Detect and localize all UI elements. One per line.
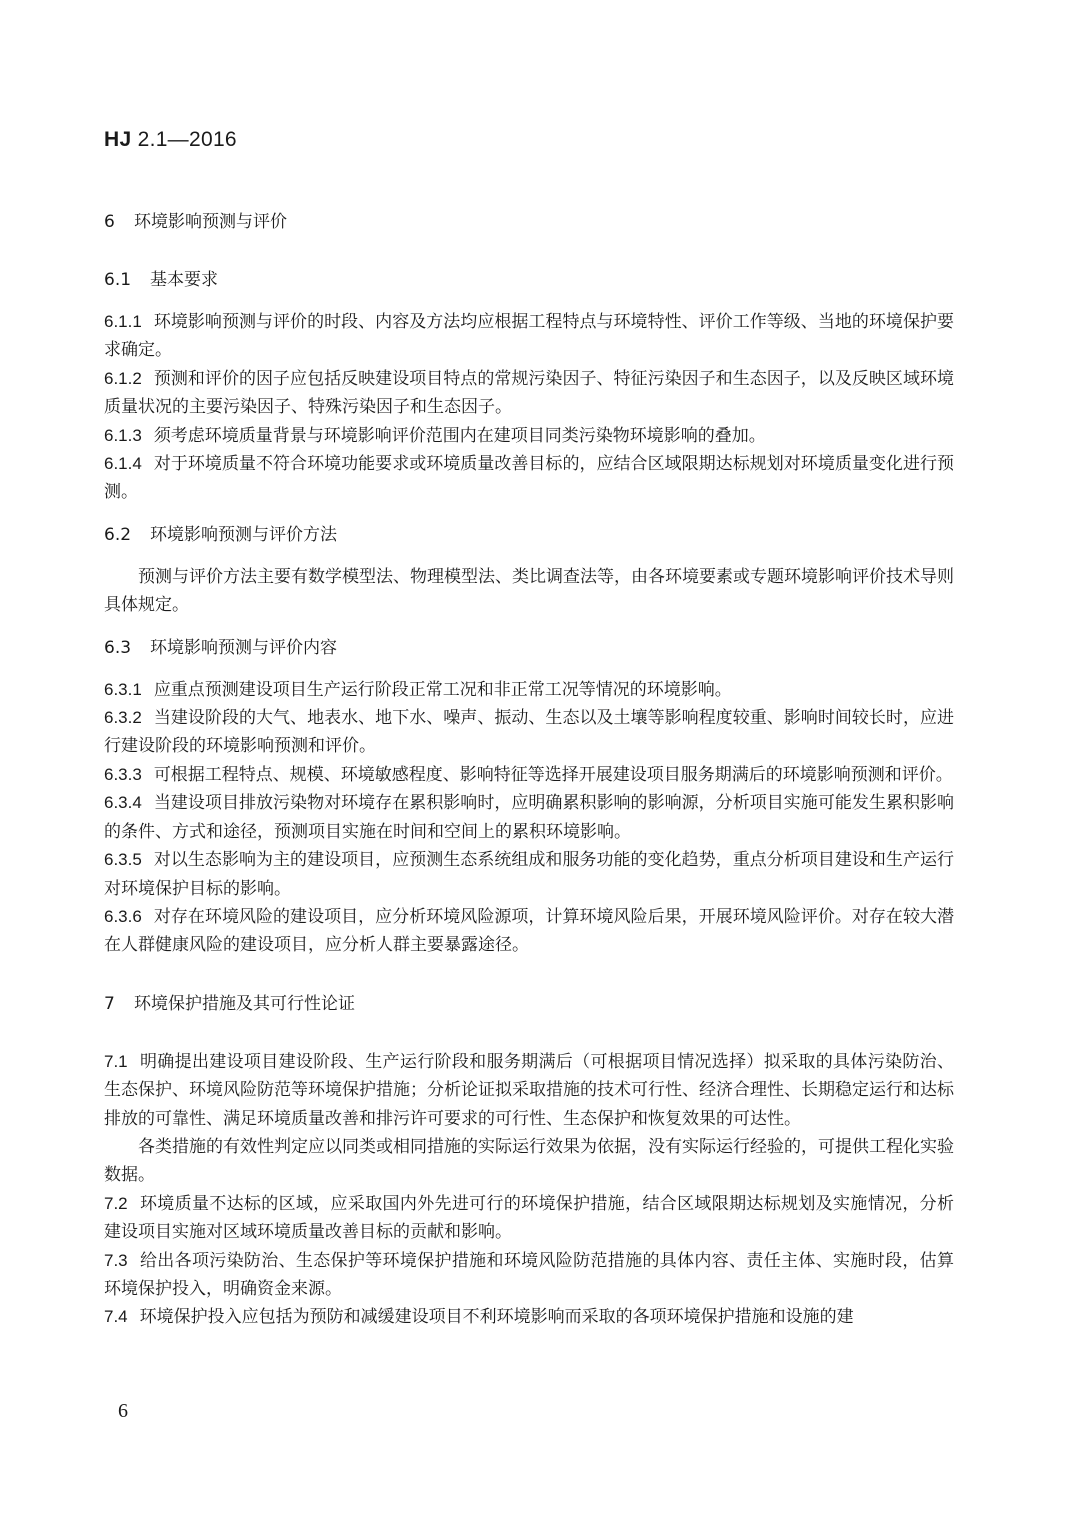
clause-number: 6.3.4 — [104, 793, 142, 813]
clause-7-3 — [104, 1247, 954, 1304]
section-number: 6.2 — [104, 524, 132, 545]
clause-6-3-4 — [104, 789, 954, 846]
standard-code — [104, 128, 237, 152]
page-number: 6 — [118, 1400, 128, 1422]
clause-6-1-2 — [104, 365, 954, 422]
section-6-2-heading — [104, 521, 954, 549]
standard-code-prefix: HJ — [104, 128, 132, 151]
section-number: 7 — [104, 993, 115, 1014]
section-title: 环境影响预测与评价方法 — [150, 524, 337, 545]
clause-text: 明确提出建设项目建设阶段、生产运行阶段和服务期满后（可根据项目情况选择）拟采取的具体污染防治、生态保护、环境风险防范等环境保护措施；分析论证拟采取措施的技术可行性、经济合理性、长期稳定运行和达标排放的可靠性、满足环境质量改善和排污许可要求的可行性、生态保护和恢复效果的可达性。 — [104, 1051, 954, 1129]
clause-number: 7.3 — [104, 1250, 128, 1270]
clause-6-1-1 — [104, 308, 954, 365]
clause-6-3-1 — [104, 676, 954, 704]
paragraph-7-1-note: 各类措施的有效性判定应以同类或相同措施的实际运行效果为依据，没有实际运行经验的，可提供工程化实验数据。 — [104, 1136, 954, 1186]
clause-number: 6.1.3 — [104, 425, 142, 445]
standard-code-number: 2.1—2016 — [137, 128, 237, 151]
clause-7-4 — [104, 1303, 954, 1331]
section-6-3-heading — [104, 634, 954, 662]
section-7-heading — [104, 990, 954, 1018]
section-number: 6 — [104, 212, 115, 232]
clause-6-1-3 — [104, 422, 954, 450]
clause-number: 6.1.4 — [104, 454, 142, 474]
clause-6-3-6 — [104, 903, 954, 960]
clause-text: 环境保护投入应包括为预防和减缓建设项目不利环境影响而采取的各项环境保护措施和设施的建 — [139, 1307, 854, 1328]
paragraph-6-2: 预测与评价方法主要有数学模型法、物理模型法、类比调查法等，由各环境要素或专题环境影响评价技术导则具体规定。 — [104, 566, 954, 616]
clause-text: 当建设阶段的大气、地表水、地下水、噪声、振动、生态以及土壤等影响程度较重、影响时间较长时，应进行建设阶段的环境影响预测和评价。 — [104, 708, 954, 757]
clause-number: 6.3.6 — [104, 906, 142, 926]
section-6-1-heading — [104, 266, 954, 294]
clause-number: 7.2 — [104, 1193, 128, 1213]
section-number: 6.1 — [104, 270, 132, 290]
clause-6-3-2 — [104, 704, 954, 761]
clause-text: 对以生态影响为主的建设项目，应预测生态系统组成和服务功能的变化趋势，重点分析项目建设和生产运行对环境保护目标的影响。 — [104, 850, 954, 899]
section-title: 环境保护措施及其可行性论证 — [134, 993, 355, 1014]
section-number: 6.3 — [104, 637, 132, 658]
clause-text: 环境影响预测与评价的时段、内容及方法均应根据工程特点与环境特性、评价工作等级、当地的环境保护要求确定。 — [104, 312, 954, 361]
clause-text: 当建设项目排放污染物对环境存在累积影响时，应明确累积影响的影响源，分析项目实施可能发生累积影响的条件、方式和途径，预测项目实施在时间和空间上的累积环境影响。 — [104, 793, 954, 842]
clause-number: 6.1.2 — [104, 368, 142, 388]
clause-number: 6.3.3 — [104, 764, 142, 784]
clause-6-1-4 — [104, 450, 954, 507]
clause-text: 可根据工程特点、规模、环境敏感程度、影响特征等选择开展建设项目服务期满后的环境影响预测和评价。 — [153, 764, 953, 785]
section-6-heading — [104, 208, 954, 236]
clause-text: 环境质量不达标的区域，应采取国内外先进可行的环境保护措施，结合区域限期达标规划及实施情况，分析建设项目实施对区域环境质量改善目标的贡献和影响。 — [104, 1193, 954, 1243]
clause-7-2 — [104, 1190, 954, 1247]
clause-number: 6.3.2 — [104, 708, 142, 728]
clause-7-1 — [104, 1048, 954, 1133]
clause-number: 7.4 — [104, 1307, 128, 1327]
section-title: 环境影响预测与评价内容 — [150, 637, 337, 658]
clause-number: 6.3.1 — [104, 679, 142, 699]
clause-number: 7.1 — [104, 1051, 128, 1071]
clause-text: 对存在环境风险的建设项目，应分析环境风险源项，计算环境风险后果，开展环境风险评价。对存在较大潜在人群健康风险的建设项目，应分析人群主要暴露途径。 — [104, 906, 954, 956]
section-title: 基本要求 — [150, 270, 218, 290]
document-body — [104, 208, 954, 1332]
clause-6-3-5 — [104, 846, 954, 903]
section-title: 环境影响预测与评价 — [134, 212, 287, 232]
clause-number: 6.1.1 — [104, 312, 142, 331]
clause-text: 须考虑环境质量背景与环境影响评价范围内在建项目同类污染物环境影响的叠加。 — [153, 425, 766, 446]
clause-6-3-3 — [104, 761, 954, 789]
clause-number: 6.3.5 — [104, 850, 142, 870]
clause-text: 应重点预测建设项目生产运行阶段正常工况和非正常工况等情况的环境影响。 — [153, 679, 732, 700]
clause-text: 预测和评价的因子应包括反映建设项目特点的常规污染因子、特征污染因子和生态因子，以及反映区域环境质量状况的主要污染因子、特殊污染因子和生态因子。 — [104, 368, 954, 418]
clause-text: 对于环境质量不符合环境功能要求或环境质量改善目标的，应结合区域限期达标规划对环境质量变化进行预测。 — [104, 454, 954, 503]
clause-text: 给出各项污染防治、生态保护等环境保护措施和环境风险防范措施的具体内容、责任主体、实施时段，估算环境保护投入，明确资金来源。 — [104, 1250, 954, 1299]
